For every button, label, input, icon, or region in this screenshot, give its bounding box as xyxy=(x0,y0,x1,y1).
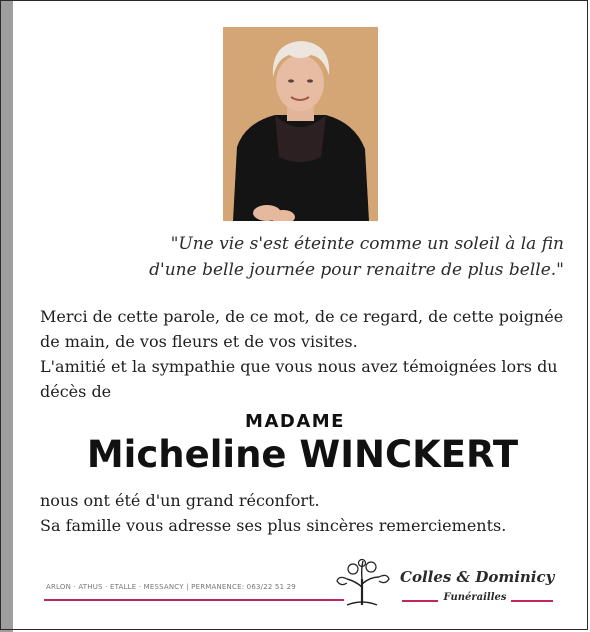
thanks-line-3: L'amitié et la sympathie que vous nous avez témoignées lors du xyxy=(40,357,558,376)
closing-line-2: Sa famille vous adresse ses plus sincères remerciements. xyxy=(40,516,507,535)
thanks-line-1: Merci de cette parole, de ce mot, de ce regard, de cette poignée xyxy=(40,307,564,326)
closing-line-1: nous ont été d'un grand réconfort. xyxy=(40,491,320,510)
footer-contact-info: ARLON · ATHUS · ETALLE · MESSANCY | PERMANENCE: 063/22 51 29 xyxy=(46,583,296,591)
brand-subtitle: Funérailles xyxy=(443,592,507,603)
closing-paragraph xyxy=(40,488,565,538)
quote-line-1: "Une vie s'est éteinte comme un soleil à la fin xyxy=(170,234,564,254)
quote-line-2: d'une belle journée pour renaitre de plus belle." xyxy=(149,260,564,280)
thanks-paragraph xyxy=(40,304,565,404)
brand-subtitle-line-left xyxy=(402,600,438,602)
tree-icon xyxy=(333,557,391,607)
thanks-line-4: décès de xyxy=(40,382,112,401)
thanks-line-2: de main, de vos fleurs et de vos visites. xyxy=(40,332,358,351)
brand-subtitle-group xyxy=(398,592,558,606)
brand-subtitle-line-right xyxy=(511,600,553,602)
deceased-name: Micheline WINCKERT xyxy=(86,433,519,476)
quote-text xyxy=(144,231,564,283)
honorific-title: MADAME xyxy=(245,411,345,432)
portrait-photo xyxy=(223,27,378,221)
footer-divider xyxy=(44,599,344,601)
brand-name: Colles & Dominicy xyxy=(400,568,555,586)
